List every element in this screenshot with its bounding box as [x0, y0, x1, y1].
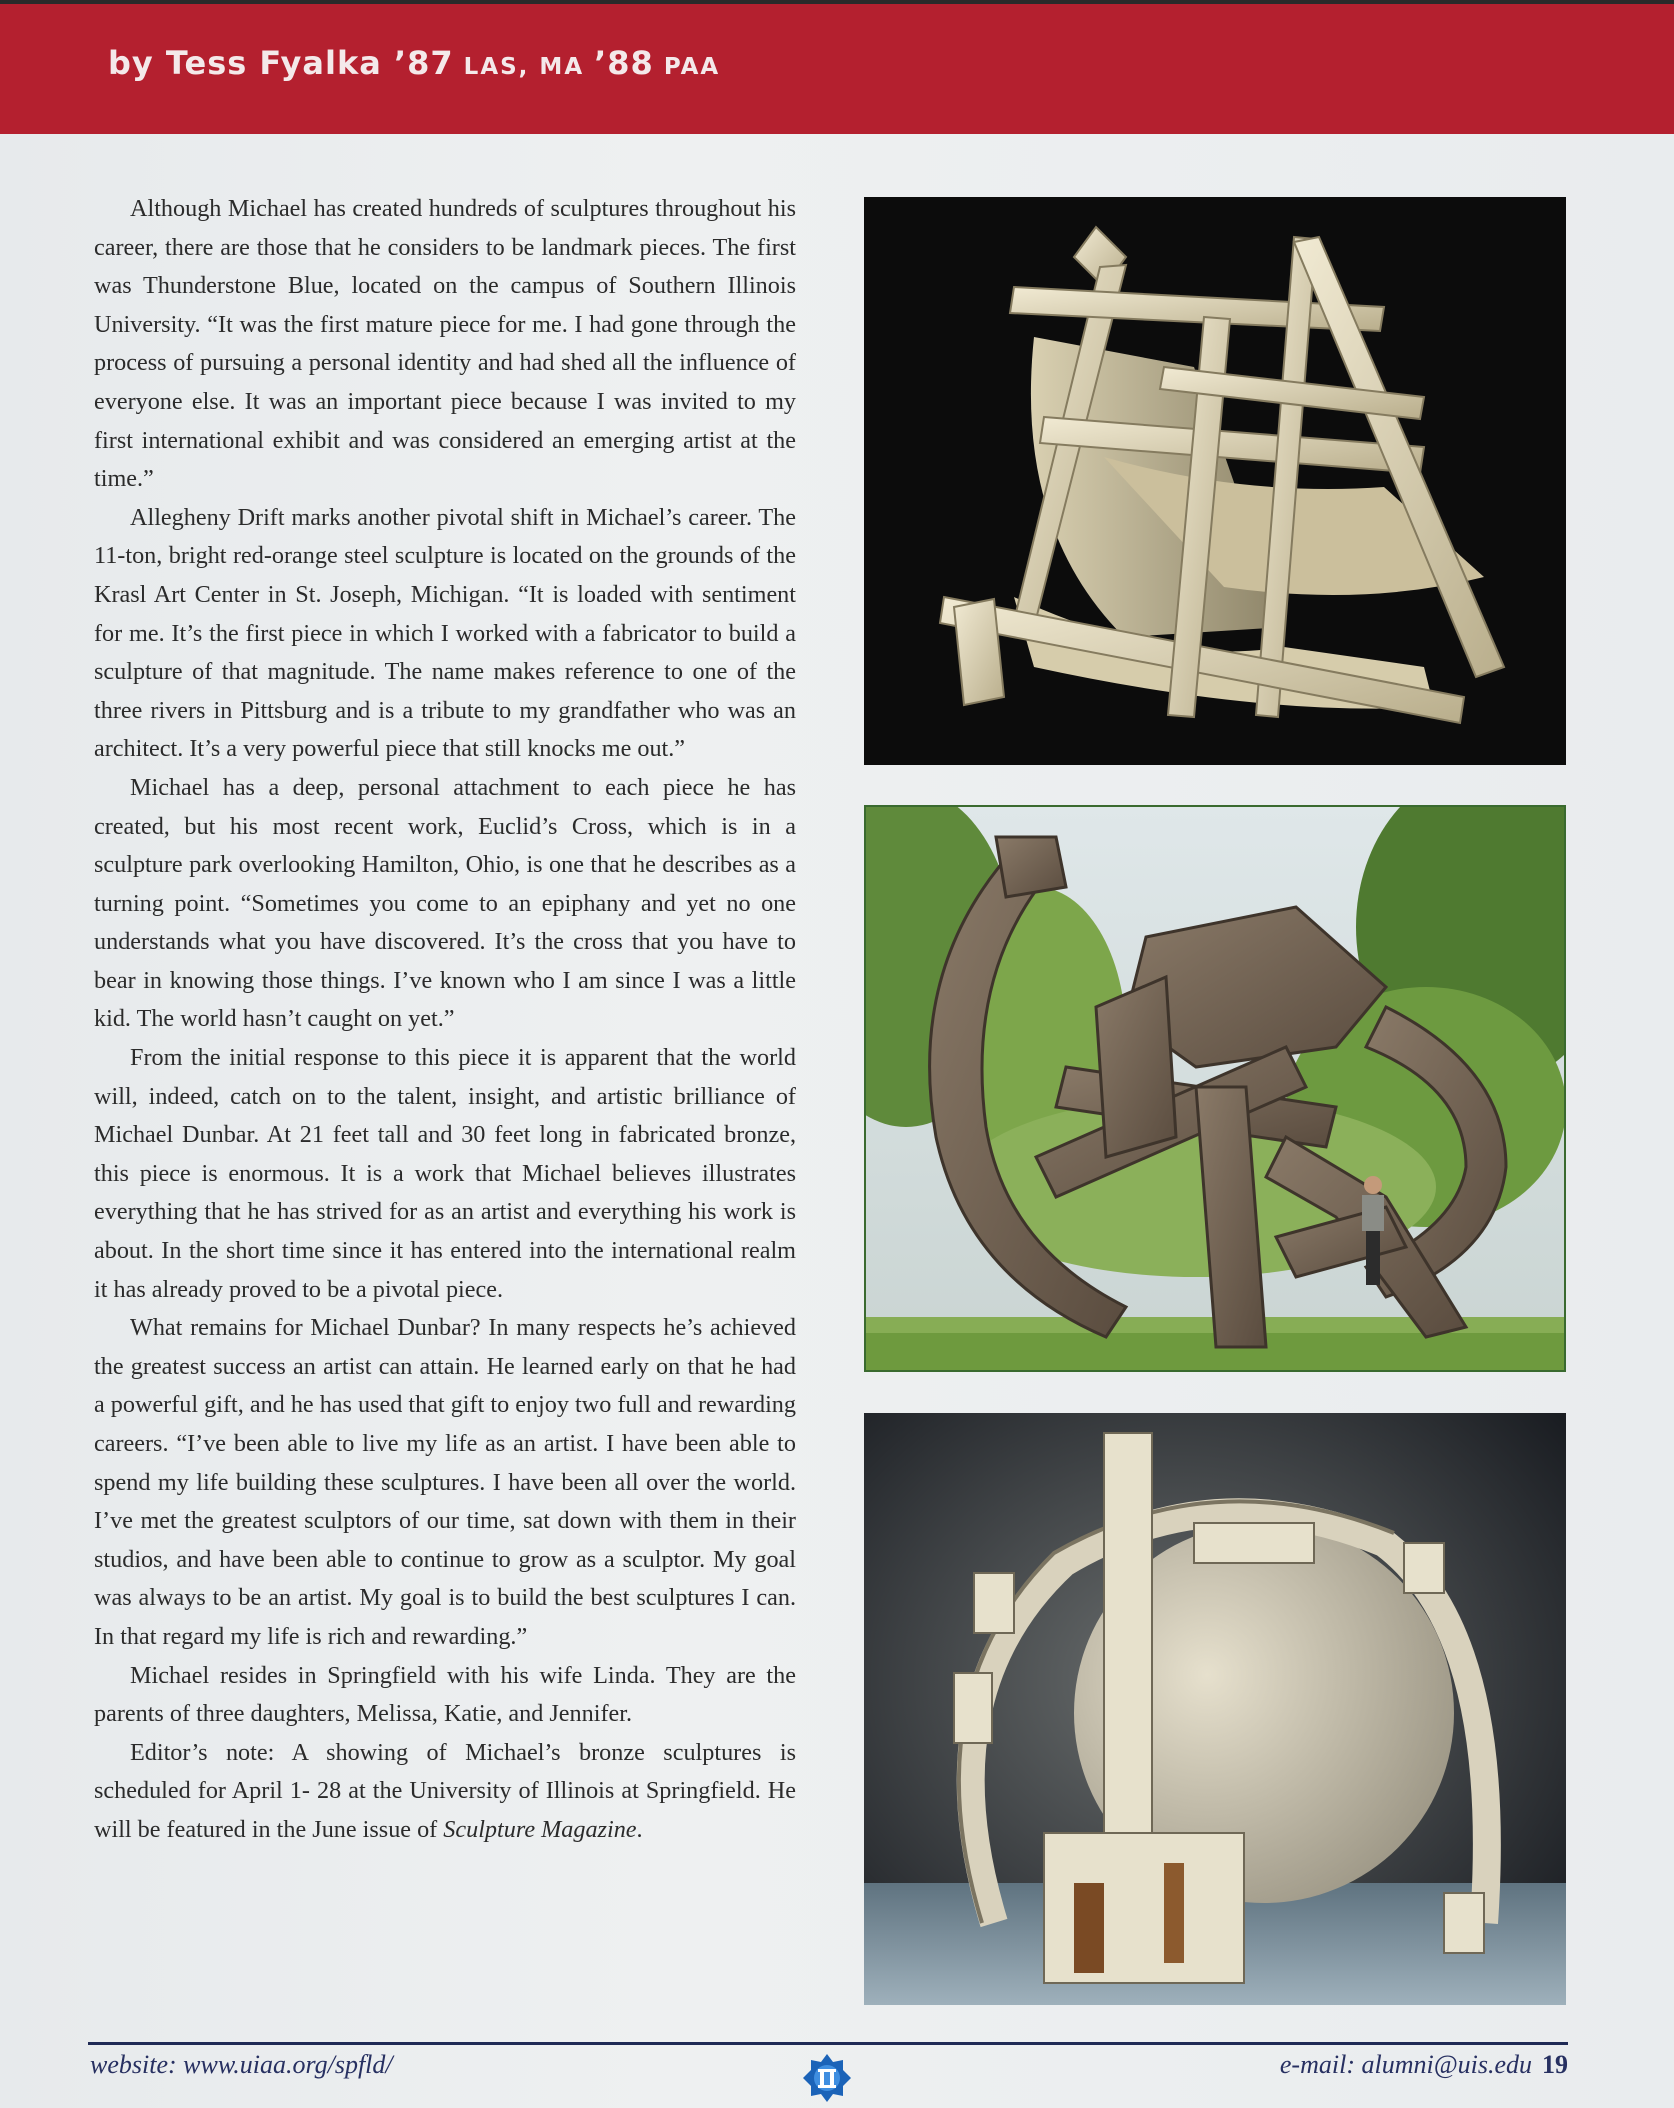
magazine-title: Sculpture Magazine — [443, 1815, 637, 1843]
footer-email: e-mail: alumni@uis.edu — [1279, 2050, 1532, 2079]
editor-note-text: Editor’s note: A showing of Michael’s bronze sculptures is scheduled for April 1- 28 at the University of Illinois at Springfield. He will be featured in the June issue of — [94, 1738, 796, 1843]
byline-year-2: ’88 — [594, 44, 654, 82]
paragraph-5: What remains for Michael Dunbar? In many respects he’s achieved the greatest success an artist can attain. He learned early on that he had a powerful gift, and he has used that gift to enjoy two full and rewarding careers. “I’ve been able to live my life as an artist. I have been able to spend my life building these sculptures. I have been all over the world. I’ve met the greatest sculptors of our time, sat down with them in their studios, and have been able to continue to grow as a sculptor. My goal was always to be an artist. My goal is to build the best sculptures I can. In that regard my life is rich and rewarding.” — [94, 1314, 796, 1650]
byline — [108, 44, 720, 82]
paragraph-1: Although Michael has created hundreds of sculptures throughout his career, there are those that he considers to be landmark pieces. The first was Thunderstone Blue, located on the campus of Southern Illinois University. “It was the first mature piece for me. I had gone through the process of pursuing a personal identity and had shed all the influence of everyone else. It was an important piece because I was invited to my first international exhibit and was considered an emerging artist at the time.” — [94, 195, 796, 493]
paragraph-2: Allegheny Drift marks another pivotal shift in Michael’s career. The 11-ton, bright red-orange steel sculpture is located on the grounds of the Krasl Art Center in St. Joseph, Michigan. “It is loaded with sentiment for me. It’s the first piece in which I worked with a fabricator to build a sculpture of that magnitude. The name makes reference to one of the three rivers in Pittsburg and is a tribute to my grandfather who was an architect. It’s a very powerful piece that still knocks me out.” — [94, 503, 796, 763]
outdoor-bronze-sculpture-photo — [864, 805, 1566, 1372]
editor-note-end: . — [636, 1815, 643, 1843]
header-bar — [0, 0, 1674, 134]
paragraph-4: From the initial response to this piece it is apparent that the world will, indeed, catch on to the talent, insight, and artistic brilliance of Michael Dunbar. At 21 feet tall and 30 feet long in fabricated bronze, this piece is enormous. It is a work that Michael believes illustrates everything that he has strived for as an artist and everything his work is about. In the short time since it has entered into the international realm it has already proved to be a pivotal piece. — [94, 1044, 796, 1303]
byline-year-1: ’87 — [393, 44, 454, 82]
page-number: 19 — [1542, 2050, 1568, 2079]
university-seal-icon — [801, 2052, 853, 2104]
footer-contact — [1280, 2050, 1568, 2080]
footer-rule — [88, 2042, 1568, 2045]
article-body — [94, 190, 796, 1850]
sphere-sculpture-photo — [864, 1413, 1566, 2005]
editor-note — [94, 1734, 796, 1850]
byline-by: by Tess Fyalka — [108, 44, 394, 82]
byline-school-2: PAA — [653, 54, 721, 80]
footer-website: website: www.uiaa.org/spfld/ — [90, 2050, 393, 2079]
sculpture-lattice-photo — [864, 197, 1566, 765]
byline-school-1: LAS, MA — [453, 54, 595, 80]
paragraph-6: Michael resides in Springfield with his wife Linda. They are the parents of three daughters, Melissa, Katie, and Jennifer. — [94, 1661, 796, 1728]
paragraph-3: Michael has a deep, personal attachment to each piece he has created, but his most recent work, Euclid’s Cross, which is in a sculpture park overlooking Hamilton, Ohio, is one that he describes as a turning point. “Sometimes you come to an epiphany and yet no one understands what you have discovered. It’s the cross that you have to bear in knowing those things. I’ve known who I am since I was a little kid. The world hasn’t caught on yet.” — [94, 773, 796, 1033]
